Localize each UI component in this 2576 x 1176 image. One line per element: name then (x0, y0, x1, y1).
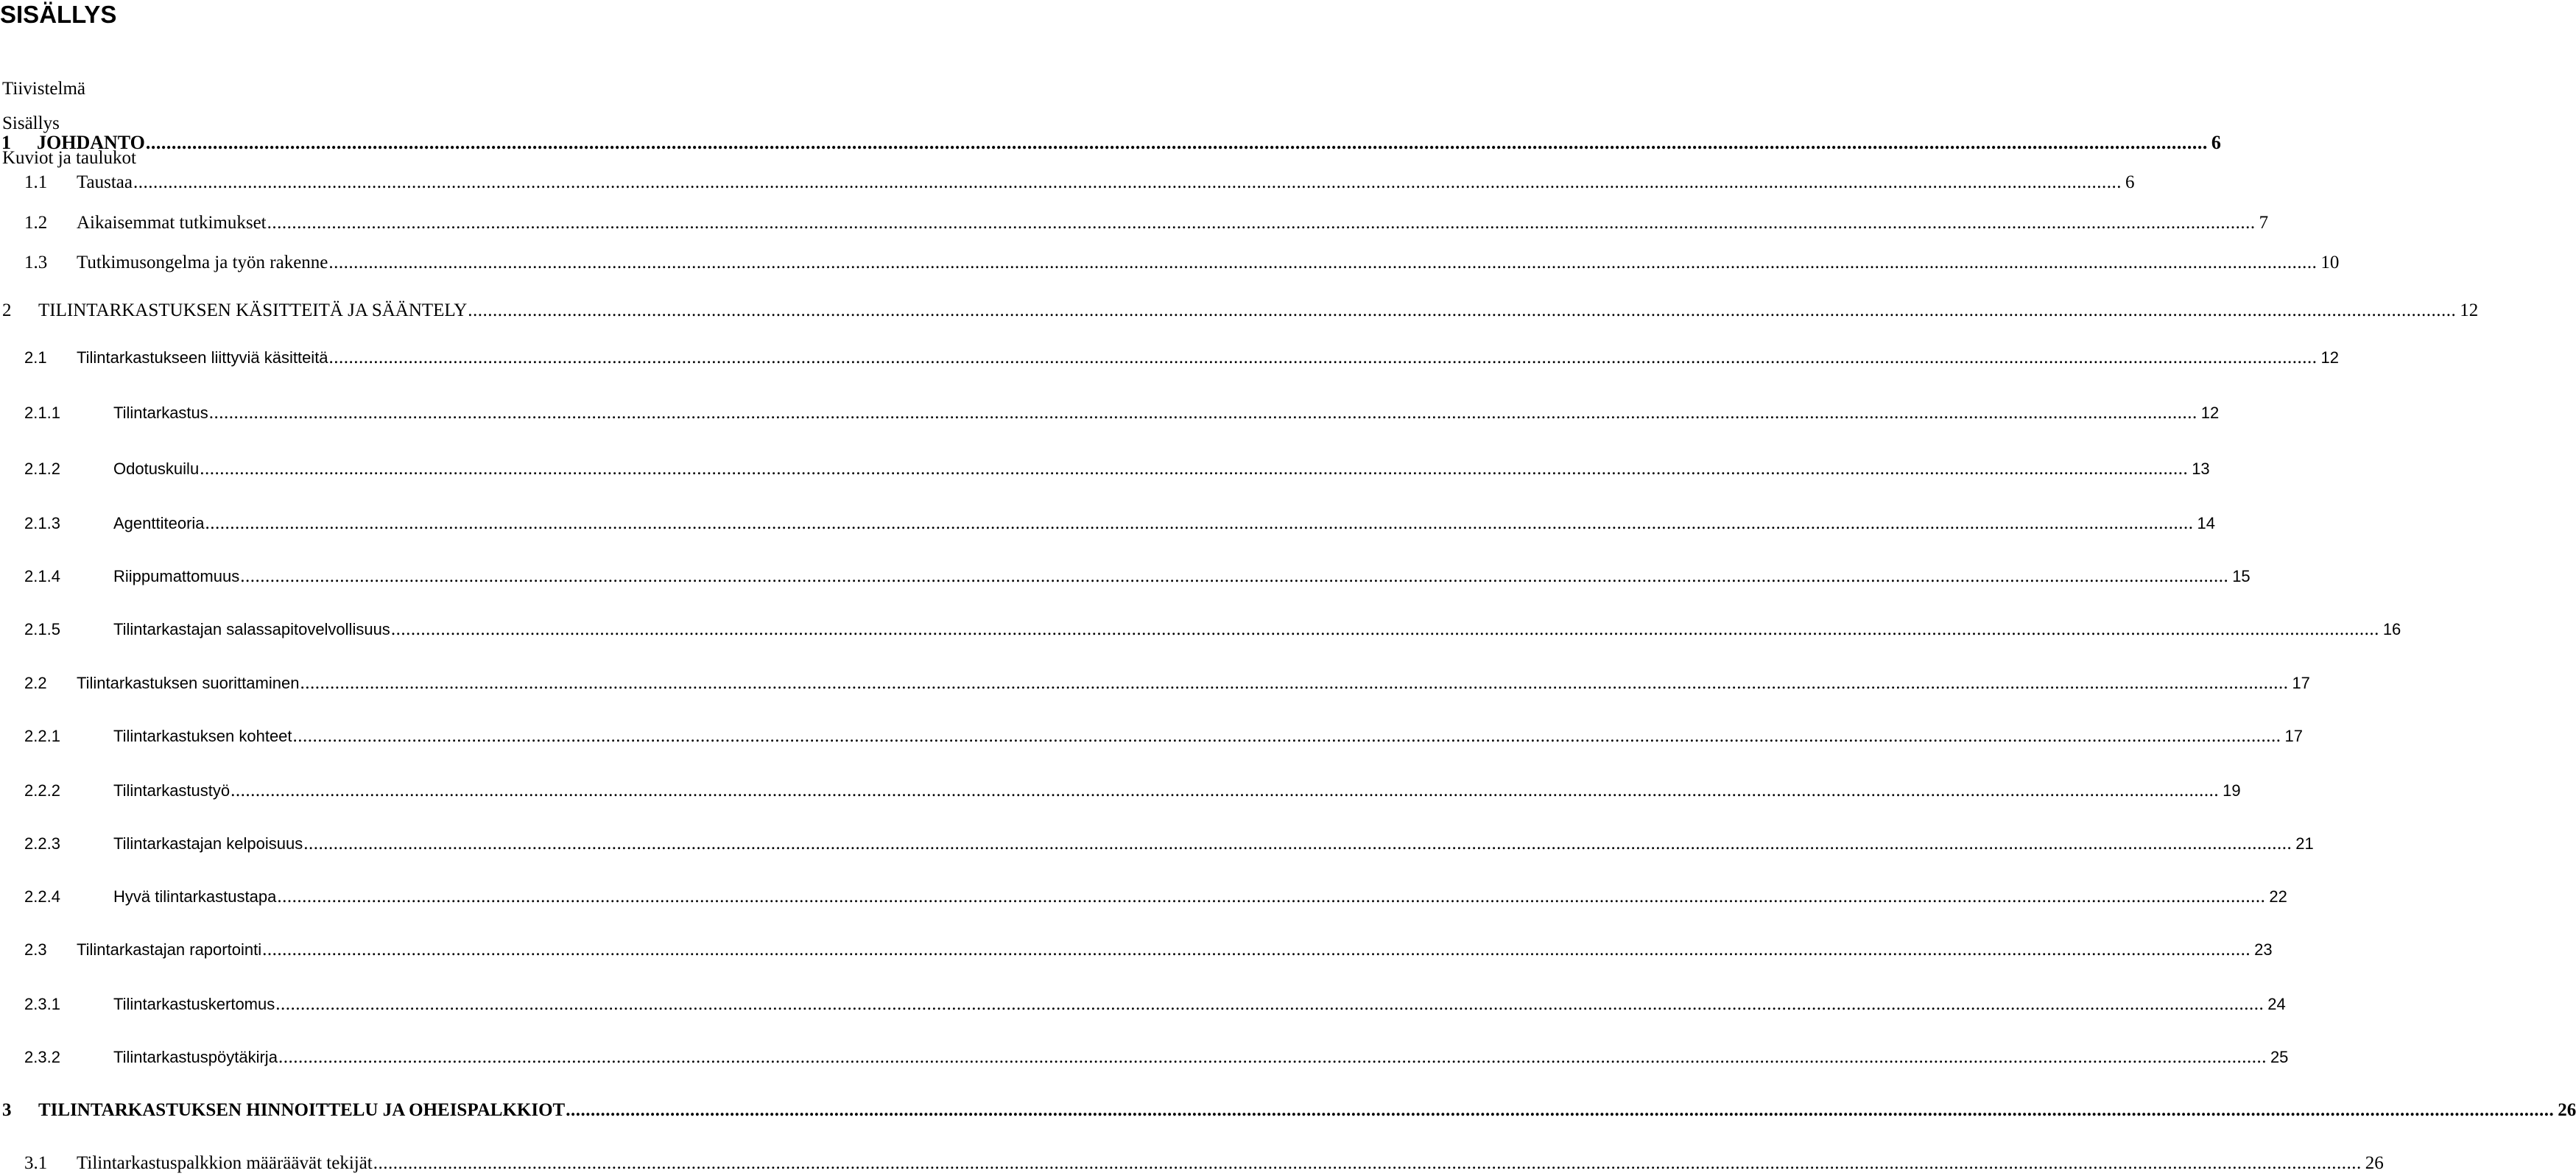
toc-entry-label: TILINTARKASTUKSEN HINNOITTELU JA OHEISPALKKIOT (38, 1100, 566, 1120)
toc-entry-page-number: 19 (2223, 781, 2241, 800)
dot-leader: ................................................................................................................................................................................................................................................................................................................................................................................................................ (208, 403, 2197, 423)
dot-leader: ................................................................................................................................................................................................................................................................................................................................................................................................................ (240, 566, 2229, 586)
toc-entry-line (113, 564, 2251, 589)
toc-entry-page-number: 7 (2259, 213, 2269, 233)
toc-entry-page-number: 26 (2365, 1153, 2384, 1173)
toc-entry[interactable] (0, 1151, 2384, 1176)
toc-entry-page-number: 17 (2292, 674, 2310, 692)
toc-entry-number: 2.3.2 (24, 1048, 60, 1066)
toc-entry-number: 1.2 (24, 213, 48, 233)
toc-entry-line (113, 724, 2304, 749)
toc-entry-line (77, 250, 2340, 275)
toc-entry-line (77, 671, 2310, 696)
dot-leader: ................................................................................................................................................................................................................................................................................................................................................................................................................ (468, 300, 2457, 320)
toc-entry-number: 2.1.3 (24, 514, 60, 532)
toc-entry-label: Tilintarkastuksen kohteet (113, 727, 292, 745)
toc-entry-line (37, 130, 2221, 155)
toc-entry-line (113, 457, 2210, 482)
toc-entry-page-number: 10 (2320, 253, 2340, 272)
toc-entry-line (113, 1045, 2289, 1070)
toc-entry[interactable] (0, 170, 2135, 195)
dot-leader: ................................................................................................................................................................................................................................................................................................................................................................................................................ (292, 726, 2281, 746)
toc-entry-line (113, 511, 2216, 536)
front-item-figures-tables: Kuviot ja taulukot (2, 148, 136, 168)
toc-entry-number: 2.1.5 (24, 620, 60, 638)
toc-entry-label: Tilintarkastajan raportointi (77, 940, 262, 959)
toc-entry[interactable] (0, 992, 2286, 1017)
toc-entry[interactable] (0, 211, 2269, 236)
dot-leader: ................................................................................................................................................................................................................................................................................................................................................................................................................ (373, 1153, 2362, 1173)
toc-entry-number: 2.3.1 (24, 995, 60, 1013)
toc-entry[interactable] (0, 1098, 2576, 1123)
toc-entry-number: 2.2.2 (24, 781, 60, 800)
dot-leader: ................................................................................................................................................................................................................................................................................................................................................................................................................ (277, 887, 2266, 906)
toc-entry-label: Odotuskuilu (113, 460, 200, 478)
toc-entry-label: Tilintarkastuskertomus (113, 995, 275, 1013)
toc-entry[interactable] (0, 778, 2241, 803)
toc-entry-label: Agenttiteoria (113, 514, 205, 532)
toc-entry[interactable] (0, 831, 2314, 856)
toc-entry[interactable] (0, 884, 2287, 909)
toc-entry-line (77, 211, 2269, 236)
front-item-abstract: Tiivistelmä (2, 79, 85, 99)
dot-leader: ................................................................................................................................................................................................................................................................................................................................................................................................................ (205, 513, 2194, 533)
toc-entry[interactable] (0, 401, 2220, 426)
dot-leader: ................................................................................................................................................................................................................................................................................................................................................................................................................ (230, 781, 2220, 800)
toc-entry-label: TILINTARKASTUKSEN KÄSITTEITÄ JA SÄÄNTELY (38, 300, 468, 320)
toc-entry-number: 2.2 (24, 674, 47, 692)
dot-leader: ................................................................................................................................................................................................................................................................................................................................................................................................................ (328, 348, 2318, 367)
toc-entry-number: 2.1.1 (24, 404, 60, 422)
toc-entry-number: 2.3 (24, 940, 47, 959)
toc-entry-number: 2.2.4 (24, 887, 60, 906)
toc-entry-line (113, 831, 2314, 856)
toc-entry-page-number: 25 (2270, 1048, 2289, 1066)
toc-entry-line (38, 1098, 2576, 1123)
toc-entry-line (113, 992, 2286, 1017)
toc-entry-page-number: 15 (2232, 567, 2251, 585)
toc-entry-page-number: 24 (2267, 995, 2286, 1013)
toc-entry-number: 2.2.3 (24, 834, 60, 853)
toc-entry[interactable] (0, 671, 2310, 696)
toc-entry-label: Tilintarkastajan salassapitovelvollisuus (113, 620, 390, 638)
toc-entry-label: JOHDANTO (37, 132, 145, 153)
toc-entry-label: Tilintarkastus (113, 404, 208, 422)
dot-leader: ................................................................................................................................................................................................................................................................................................................................................................................................................ (300, 673, 2289, 693)
toc-entry-line (113, 401, 2220, 426)
toc-entry-number: 1 (1, 132, 11, 153)
toc-entry-page-number: 12 (2460, 300, 2479, 320)
toc-entry-label: Taustaa (77, 172, 133, 192)
toc-entry-page-number: 12 (2200, 404, 2220, 422)
toc-entry-label: Tilintarkastustyö (113, 781, 230, 800)
toc-entry-label: Tilintarkastuksen suorittaminen (77, 674, 300, 692)
toc-entry-line (113, 778, 2241, 803)
toc-entry[interactable] (0, 511, 2216, 536)
toc-entry-number: 2 (2, 300, 12, 320)
dot-leader: ................................................................................................................................................................................................................................................................................................................................................................................................................ (275, 994, 2264, 1014)
toc-entry-page-number: 12 (2320, 348, 2340, 367)
toc-entry[interactable] (0, 724, 2304, 749)
toc-entry-number: 2.1.4 (24, 567, 60, 585)
dot-leader: ................................................................................................................................................................................................................................................................................................................................................................................................................ (328, 253, 2318, 272)
toc-entry-page-number: 6 (2125, 172, 2135, 192)
toc-entry-number: 2.1 (24, 348, 47, 367)
toc-entry-page-number: 13 (2192, 460, 2210, 478)
page-title: SISÄLLYS (0, 1, 117, 28)
toc-entry-label: Aikaisemmat tutkimukset (77, 213, 267, 233)
toc-entry-line (77, 1151, 2384, 1176)
toc-entry-label: Riippumattomuus (113, 567, 240, 585)
toc-entry-page-number: 22 (2269, 887, 2287, 906)
dot-leader: ................................................................................................................................................................................................................................................................................................................................................................................................................ (145, 132, 2208, 153)
toc-entry[interactable] (0, 130, 2221, 155)
dot-leader: ................................................................................................................................................................................................................................................................................................................................................................................................................ (390, 619, 2379, 639)
toc-entry[interactable] (0, 564, 2251, 589)
toc-entry-line (77, 170, 2135, 195)
toc-entry[interactable] (0, 937, 2273, 962)
dot-leader: ................................................................................................................................................................................................................................................................................................................................................................................................................ (200, 459, 2189, 479)
toc-entry-page-number: 23 (2254, 940, 2273, 959)
toc-entry-label: Tilintarkastuspöytäkirja (113, 1048, 278, 1066)
toc-entry[interactable] (0, 298, 2479, 323)
toc-entry-label: Tilintarkastukseen liittyviä käsitteitä (77, 348, 328, 367)
toc-entry-line (38, 298, 2479, 323)
dot-leader: ................................................................................................................................................................................................................................................................................................................................................................................................................ (262, 940, 2251, 960)
toc-entry-line (77, 345, 2340, 370)
dot-leader: ................................................................................................................................................................................................................................................................................................................................................................................................................ (278, 1047, 2267, 1067)
toc-entry-number: 1.3 (24, 253, 48, 272)
toc-entry-page-number: 21 (2295, 834, 2314, 853)
toc-entry[interactable] (0, 617, 2401, 642)
toc-entry-number: 3 (2, 1100, 12, 1120)
dot-leader: ................................................................................................................................................................................................................................................................................................................................................................................................................ (267, 213, 2256, 233)
toc-entry-label: Tilintarkastuspalkkion määräävät tekijät (77, 1153, 373, 1173)
dot-leader: ................................................................................................................................................................................................................................................................................................................................................................................................................ (303, 834, 2292, 853)
toc-entry-number: 3.1 (24, 1153, 48, 1173)
toc-entry-page-number: 26 (2558, 1100, 2576, 1120)
toc-entry-page-number: 6 (2211, 132, 2221, 153)
toc-entry[interactable] (0, 250, 2340, 275)
toc-entry-number: 2.2.1 (24, 727, 60, 745)
toc-entry-label: Tilintarkastajan kelpoisuus (113, 834, 303, 853)
toc-entry[interactable] (0, 1045, 2289, 1070)
front-item-contents: Sisällys (2, 113, 60, 133)
dot-leader: ................................................................................................................................................................................................................................................................................................................................................................................................................ (133, 172, 2122, 192)
toc-entry-page-number: 14 (2197, 514, 2216, 532)
toc-entry[interactable] (0, 345, 2340, 370)
toc-entry-label: Hyvä tilintarkastustapa (113, 887, 277, 906)
toc-entry[interactable] (0, 457, 2210, 482)
toc-entry-line (113, 617, 2401, 642)
toc-entry-line (113, 884, 2287, 909)
toc-entry-page-number: 16 (2382, 620, 2401, 638)
toc-entry-number: 2.1.2 (24, 460, 60, 478)
dot-leader: ................................................................................................................................................................................................................................................................................................................................................................................................................ (566, 1100, 2555, 1120)
toc-entry-number: 1.1 (24, 172, 48, 192)
toc-entry-line (77, 937, 2273, 962)
toc-entry-label: Tutkimusongelma ja työn rakenne (77, 253, 328, 272)
toc-entry-page-number: 17 (2284, 727, 2304, 745)
